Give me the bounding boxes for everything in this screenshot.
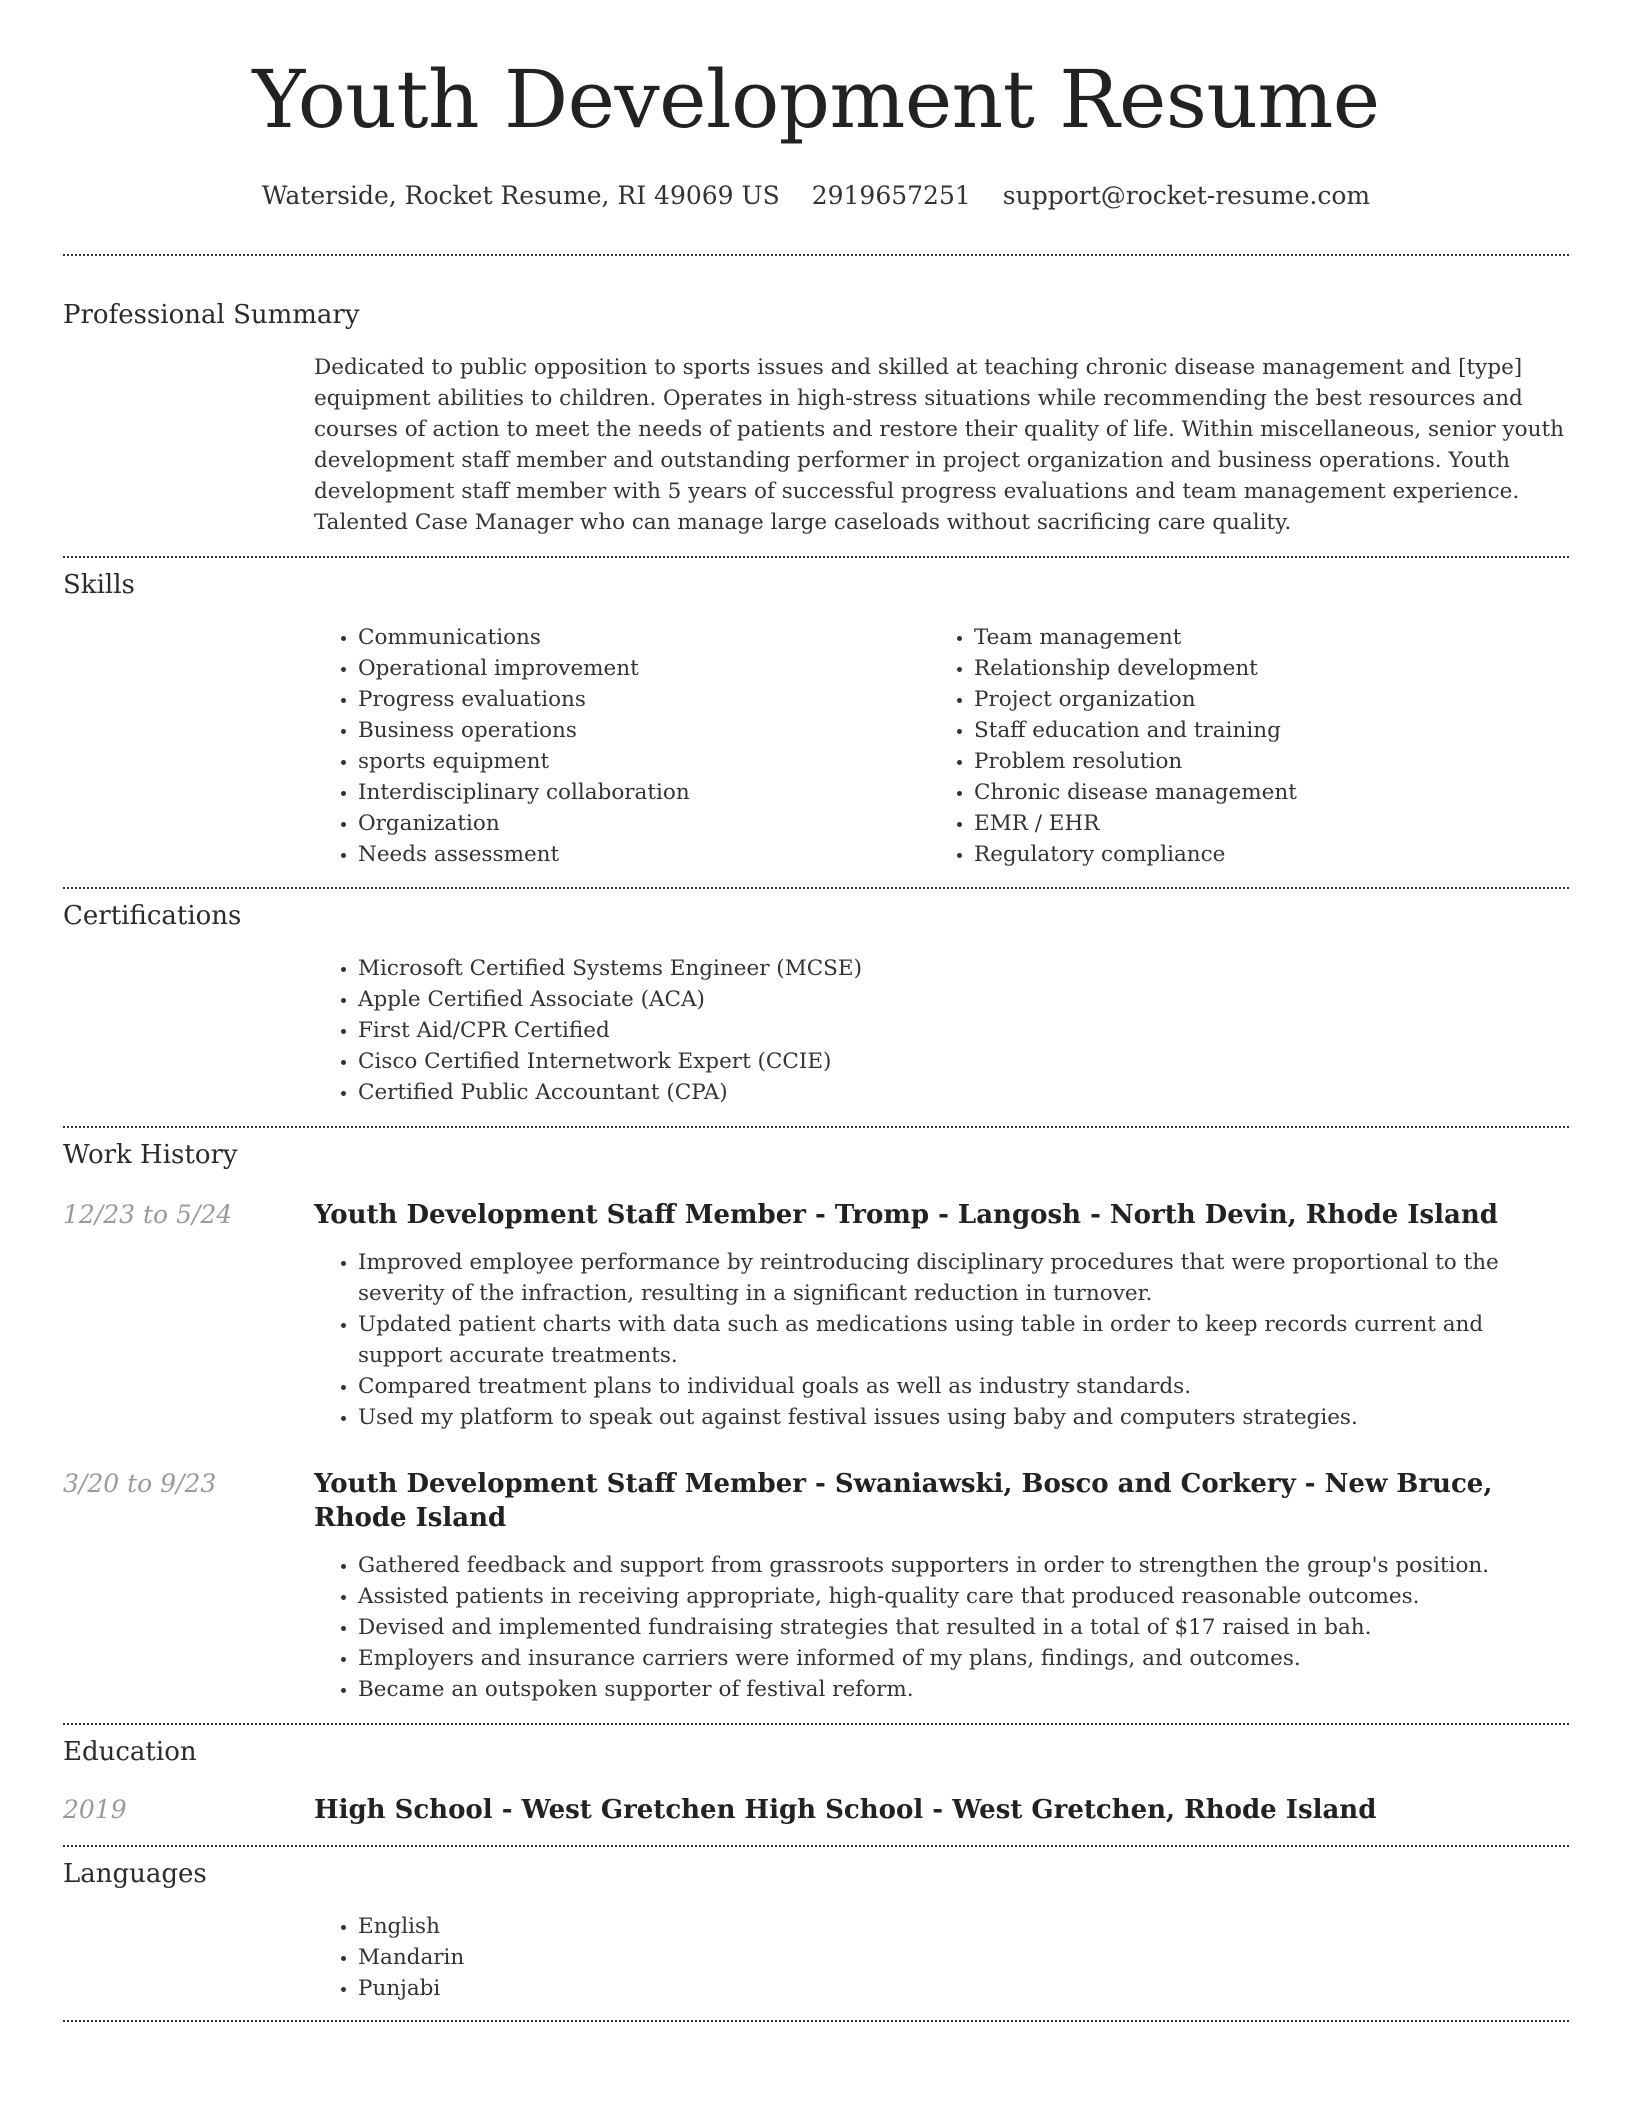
job-bullet: • Compared treatment plans to individual goals as well as industry standards. <box>358 1371 1569 1402</box>
job-bullet: • Became an outspoken supporter of festival reform. <box>358 1674 1569 1705</box>
certifications-heading: Certifications <box>63 901 242 931</box>
education-entry <box>63 1793 1569 1827</box>
skill-item: • sports equipment <box>358 746 930 777</box>
skills-column-left <box>314 622 930 870</box>
job-bullet: • Devised and implemented fundraising strategies that resulted in a total of $17 raised in bah. <box>358 1612 1569 1643</box>
skill-item: • Progress evaluations <box>358 684 930 715</box>
certification-item: • First Aid/CPR Certified <box>358 1015 1569 1046</box>
languages-heading: Languages <box>63 1859 207 1889</box>
job-bullet: • Improved employee performance by reintroducing disciplinary procedures that were proportional to the severity of the infraction, resulting in a significant reduction in turnover. <box>358 1247 1569 1309</box>
languages-section <box>63 1847 1569 2004</box>
job-title: Youth Development Staff Member - Swaniawski, Bosco and Corkery - New Bruce, Rhode Island <box>314 1469 1493 1533</box>
section-divider <box>63 2020 1569 2022</box>
contact-line <box>63 178 1569 214</box>
education-title: High School - West Gretchen High School - West Gretchen, Rhode Island <box>314 1795 1377 1825</box>
education-year: 2019 <box>63 1795 127 1824</box>
language-item: • Punjabi <box>358 1973 1569 2004</box>
education-heading: Education <box>63 1737 197 1767</box>
job-bullet: • Gathered feedback and support from grassroots supporters in order to strengthen the group's position. <box>358 1550 1569 1581</box>
summary-text: Dedicated to public opposition to sports issues and skilled at teaching chronic disease management and [type] equipment abilities to children. Operates in high-stress situations while recommending the best resources and courses of action to meet the needs of patients and restore their quality of life. Within miscellaneous, senior youth development staff member and outstanding performer in project organization and business operations. Youth development staff member with 5 years of successful progress evaluations and team management experience. Talented Case Manager who can manage large caseloads without sacrificing care quality. <box>314 355 1564 535</box>
language-item: • English <box>358 1911 1569 1942</box>
work-history-section <box>63 1128 1569 1705</box>
resume-page <box>63 0 1569 2022</box>
contact-email: support@rocket-resume.com <box>1002 181 1371 210</box>
certification-item: • Microsoft Certified Systems Engineer (MCSE) <box>358 953 1569 984</box>
skill-item: • Staff education and training <box>974 715 1546 746</box>
skill-item: • EMR / EHR <box>974 808 1546 839</box>
certifications-section <box>63 889 1569 1108</box>
certification-item: • Certified Public Accountant (CPA) <box>358 1077 1569 1108</box>
job-title: Youth Development Staff Member - Tromp - Langosh - North Devin, Rhode Island <box>314 1200 1498 1230</box>
skill-item: • Team management <box>974 622 1546 653</box>
skill-item: • Needs assessment <box>358 839 930 870</box>
summary-heading: Professional Summary <box>63 300 360 330</box>
skill-item: • Interdisciplinary collaboration <box>358 777 930 808</box>
skill-item: • Project organization <box>974 684 1546 715</box>
resume-title: Youth Development Resume <box>252 53 1380 146</box>
job-dates: 12/23 to 5/24 <box>63 1200 233 1229</box>
job-entry <box>63 1467 1569 1705</box>
skill-item: • Problem resolution <box>974 746 1546 777</box>
skill-item: • Operational improvement <box>358 653 930 684</box>
job-bullet: • Updated patient charts with data such as medications using table in order to keep records current and support accurate treatments. <box>358 1309 1569 1371</box>
skills-section <box>63 558 1569 870</box>
skills-column-right <box>930 622 1546 870</box>
language-item: • Mandarin <box>358 1942 1569 1973</box>
job-bullet: • Used my platform to speak out against festival issues using baby and computers strategies. <box>358 1402 1569 1433</box>
skill-item: • Communications <box>358 622 930 653</box>
skill-item: • Regulatory compliance <box>974 839 1546 870</box>
contact-phone: 2919657251 <box>811 181 971 210</box>
work-history-heading: Work History <box>63 1140 238 1170</box>
skills-heading: Skills <box>63 570 135 600</box>
skill-item: • Chronic disease management <box>974 777 1546 808</box>
education-section <box>63 1725 1569 1827</box>
certification-item: • Apple Certified Associate (ACA) <box>358 984 1569 1015</box>
certification-item: • Cisco Certified Internetwork Expert (CCIE) <box>358 1046 1569 1077</box>
skill-item: • Organization <box>358 808 930 839</box>
summary-section <box>63 256 1569 538</box>
job-entry <box>63 1198 1569 1433</box>
skill-item: • Business operations <box>358 715 930 746</box>
job-bullet: • Assisted patients in receiving appropriate, high-quality care that produced reasonable outcomes. <box>358 1581 1569 1612</box>
job-dates: 3/20 to 9/23 <box>63 1469 217 1498</box>
skill-item: • Relationship development <box>974 653 1546 684</box>
job-bullet: • Employers and insurance carriers were informed of my plans, findings, and outcomes. <box>358 1643 1569 1674</box>
contact-address: Waterside, Rocket Resume, RI 49069 US <box>261 181 780 210</box>
